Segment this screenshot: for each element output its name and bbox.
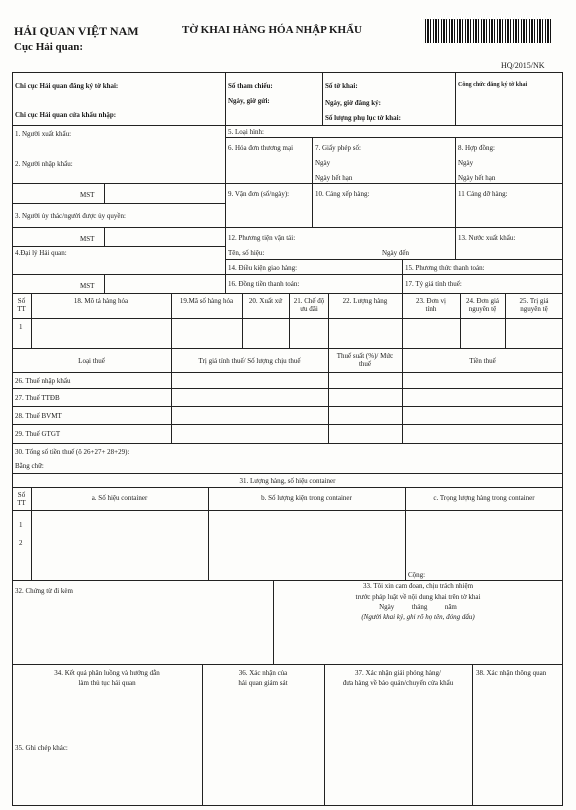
ngay-gio-dang-ky: Ngày, giờ đăng ký:: [325, 99, 381, 107]
goods-col-23: 23. Đơn vị tính: [416, 297, 446, 313]
field-34-line-2: làm thủ tục hải quan: [78, 679, 136, 687]
field-8-expiry: Ngày hết hạn: [458, 174, 496, 182]
cong-chuc-dang-ky: Công chức đăng ký tờ khai: [458, 82, 528, 88]
field-7-expiry: Ngày hết hạn: [315, 174, 353, 182]
goods-col-19: 19.Mã số hàng hóa: [179, 297, 234, 305]
tax-row-27: 27. Thuế TTĐB: [15, 394, 60, 402]
declaration-line-2: trước pháp luật về nội dung khai trên tờ khai: [355, 593, 481, 601]
field-12-arrival: Ngày đến: [382, 249, 410, 257]
field-16-currency: 16. Đồng tiền thanh toán:: [228, 280, 300, 288]
field-4-agent: 4.Đại lý Hải quan:: [15, 249, 67, 257]
goods-col-20: 20. Xuất xứ: [248, 297, 283, 305]
field-34-line-1: 34. Kết quả phân luồng và hướng dẫn: [54, 669, 160, 677]
goods-col-24: 24. Đơn giá nguyên tệ: [465, 297, 500, 313]
goods-col-stt: Số TT: [17, 297, 26, 313]
ngay-gio-gui: Ngày, giờ gửi:: [228, 97, 270, 105]
tax-row-28: 28. Thuế BVMT: [15, 412, 62, 420]
field-7-license: 7. Giấy phép số:: [315, 144, 361, 152]
mst-label-3: MST: [80, 235, 95, 243]
container-col-b: b. Số lượng kiện trong container: [261, 494, 352, 502]
so-luong-phu-luc: Số lượng phụ lục tờ khai:: [325, 114, 401, 122]
tax-col-amount: Tiền thuế: [469, 357, 496, 365]
tax-row-29: 29. Thuế GTGT: [15, 430, 61, 438]
goods-col-22: 22. Lượng hàng: [342, 297, 388, 305]
form-code: HQ/2015/NK: [501, 61, 545, 70]
field-11-discharge-port: 11 Cảng dỡ hàng:: [458, 190, 508, 198]
field-3-trustee: 3. Người ủy thác/người được ủy quyền:: [15, 212, 126, 220]
goods-col-18: 18. Mô tả hàng hóa: [73, 297, 129, 305]
field-36-line-2: hải quan giám sát: [238, 679, 288, 687]
so-to-khai: Số tờ khai:: [325, 82, 358, 90]
field-35-notes: 35. Ghi chép khác:: [15, 744, 68, 752]
field-2-importer: 2. Người nhập khẩu:: [15, 160, 73, 168]
field-14-delivery: 14. Điều kiện giao hàng:: [228, 264, 298, 272]
field-32-documents: 32. Chứng từ đi kèm: [15, 587, 73, 595]
mst-label-2: MST: [80, 191, 95, 199]
goods-col-25: 25. Trị giá nguyên tệ: [519, 297, 549, 313]
tax-col-base: Trị giá tính thuế/ Số lượng chịu thuế: [198, 357, 301, 365]
declaration-line-1: 33. Tôi xin cam đoan, chịu trách nhiệm: [362, 582, 474, 590]
field-12-name: Tên, số hiệu:: [228, 249, 265, 257]
field-15-payment: 15. Phương thức thanh toán:: [405, 264, 485, 272]
field-9-bill: 9. Vận đơn (số/ngày):: [228, 190, 290, 198]
goods-row-number: 1: [19, 323, 23, 331]
field-13-country: 13. Nước xuất khẩu:: [458, 234, 516, 242]
container-col-c: c. Trọng lượng hàng trong container: [433, 494, 535, 502]
tax-row-26: 26. Thuế nhập khẩu: [15, 377, 71, 385]
office-label: Cục Hải quan:: [14, 41, 84, 53]
field-36-line-1: 36. Xác nhận của: [238, 669, 288, 677]
tax-in-words: Bằng chữ:: [15, 462, 44, 470]
field-38-clearance: 38. Xác nhận thông quan: [476, 669, 547, 677]
container-row-2: 2: [19, 539, 23, 547]
field-8-contract: 8. Hợp đồng:: [458, 144, 495, 152]
field-17-rate: 17. Tỷ giá tính thuế:: [405, 280, 462, 288]
mst-label-4: MST: [80, 282, 95, 290]
declaration-signature-note: (Người khai ký, ghi rõ họ tên, đóng dấu): [361, 613, 475, 621]
tax-col-type: Loại thuế: [78, 357, 105, 365]
so-tham-chieu: Số tham chiếu:: [228, 82, 273, 90]
field-8-date: Ngày: [458, 159, 474, 167]
declaration-date: Ngày tháng năm: [379, 603, 457, 611]
field-37-line-1: 37. Xác nhận giải phóng hàng/: [355, 669, 441, 677]
barcode: [425, 19, 551, 43]
container-col-a: a. Số hiệu container: [91, 494, 148, 502]
field-5-type: 5. Loại hình:: [228, 128, 264, 136]
field-6-invoice: 6. Hóa đơn thương mại: [228, 144, 294, 152]
goods-col-21: 21. Chế độ ưu đãi: [293, 297, 325, 313]
field-7-date: Ngày: [315, 159, 331, 167]
form-title: TỜ KHAI HÀNG HÓA NHẬP KHẨU: [182, 24, 362, 36]
container-title: 31. Lượng hàng, số hiệu container: [239, 477, 336, 485]
field-12-transport: 12. Phương tiện vận tải:: [228, 234, 296, 242]
field-1-exporter: 1. Người xuất khẩu:: [15, 130, 72, 138]
tax-total-30: 30. Tổng số tiền thuế (ô 26+27+ 28+29):: [15, 448, 130, 456]
tax-col-rate: Thuế suất (%)/ Mức thuế: [336, 352, 394, 368]
container-col-stt: Số TT: [17, 491, 26, 507]
field-10-loading-port: 10. Cảng xếp hàng:: [315, 190, 370, 198]
field-37-line-2: đưa hàng về bảo quản/chuyển cửa khẩu: [342, 679, 454, 687]
agency-name: HẢI QUAN VIỆT NAM: [14, 24, 139, 38]
container-total: Cộng:: [408, 571, 426, 579]
chi-cuc-cua-khau: Chi cục Hải quan cửa khẩu nhập:: [15, 111, 117, 119]
container-row-1: 1: [19, 521, 23, 529]
chi-cuc-dang-ky: Chi cục Hải quan đăng ký tờ khai:: [15, 82, 119, 90]
